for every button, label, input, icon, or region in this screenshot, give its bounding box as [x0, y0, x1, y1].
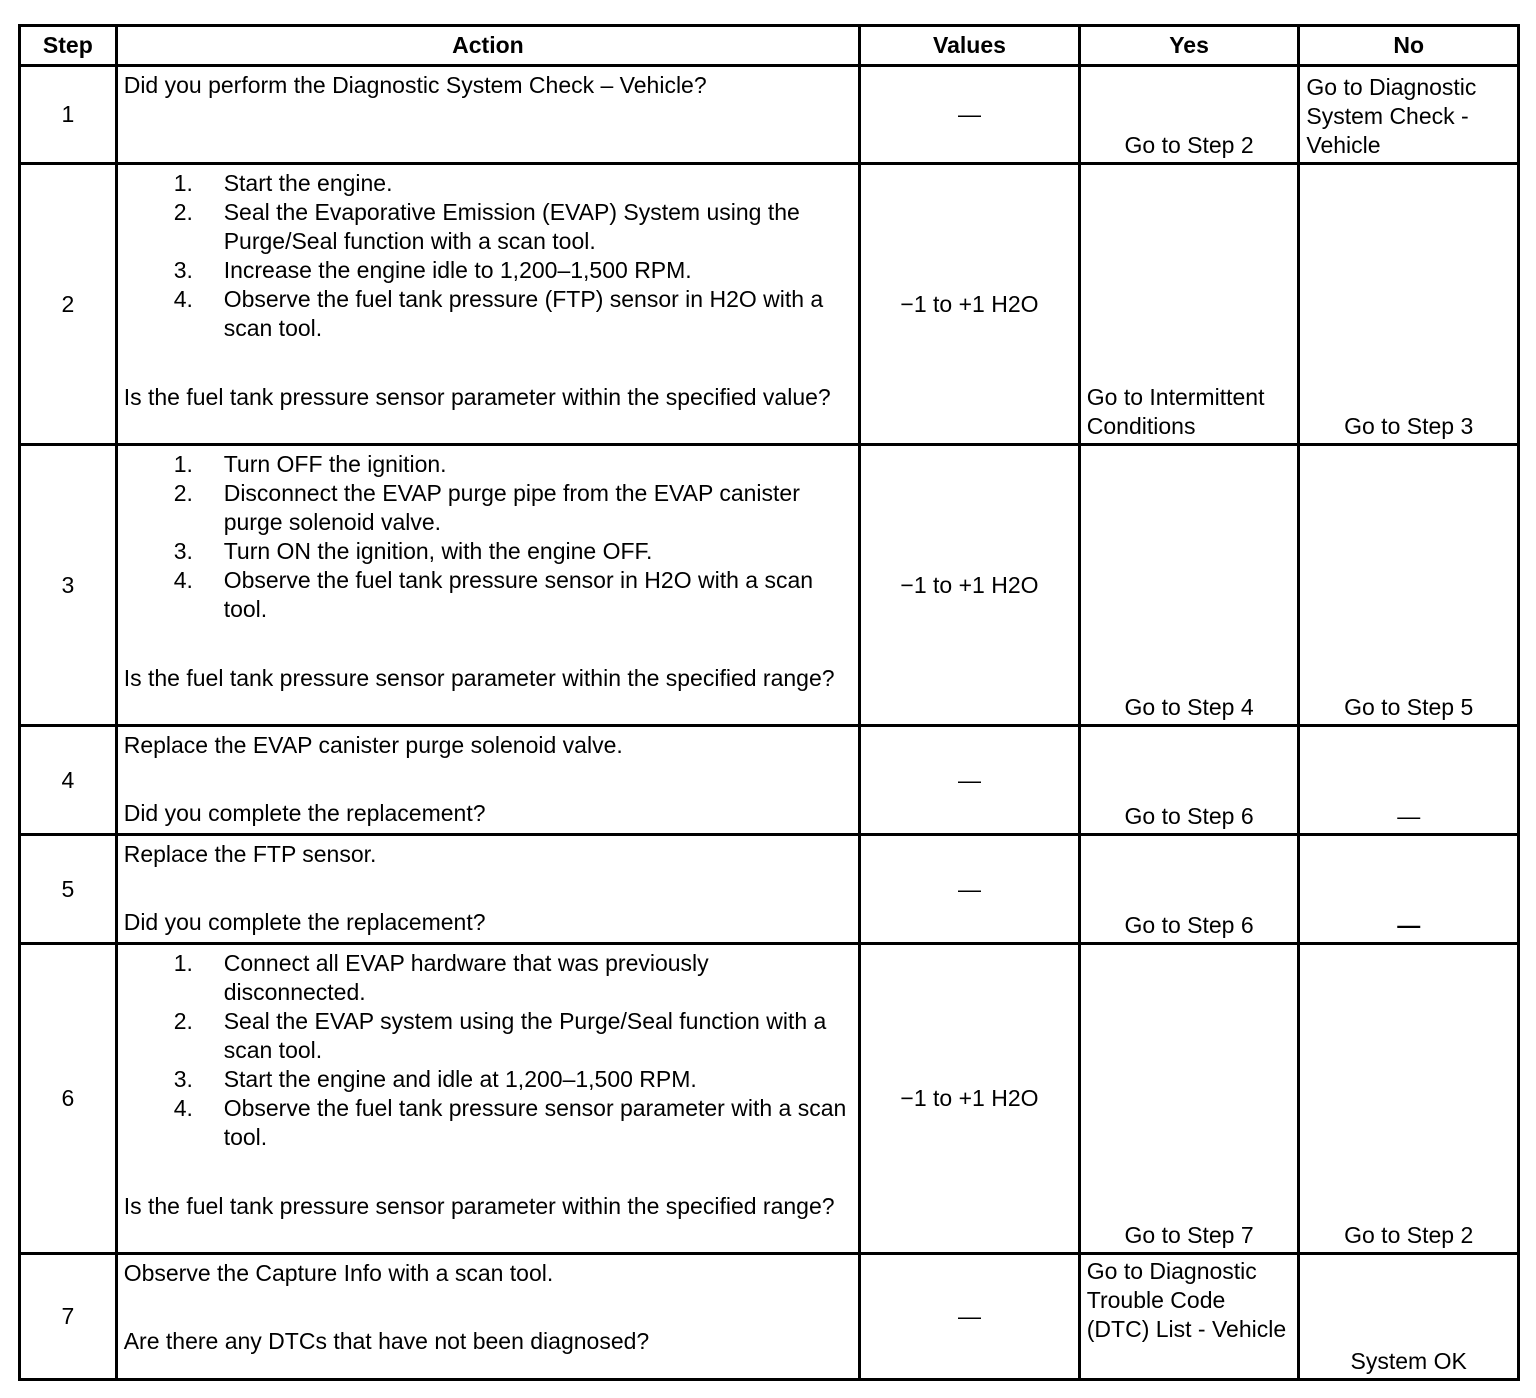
list-item [124, 256, 848, 285]
header-step: Step [20, 26, 117, 66]
yes-cell: Go to Step 2 [1079, 66, 1299, 164]
question-text: Is the fuel tank pressure sensor parameter within the specified value? [123, 384, 831, 410]
item-text: Seal the EVAP system using the Purge/Seal function with a scan tool. [223, 1008, 827, 1063]
question-text: Is the fuel tank pressure sensor parameter within the specified range? [123, 1193, 835, 1219]
action-cell [116, 944, 859, 1254]
list-item [124, 1094, 848, 1152]
no-cell: — [1299, 726, 1519, 835]
item-text: Observe the fuel tank pressure sensor in H2O with a scan tool. [223, 567, 814, 622]
values-cell: — [860, 726, 1080, 835]
item-number: 1. [173, 950, 193, 976]
item-text: Observe the fuel tank pressure (FTP) sensor in H2O with a scan tool. [223, 286, 824, 341]
list-item [124, 285, 848, 343]
table-row [20, 726, 1519, 835]
step-number: 1 [20, 66, 117, 164]
values-cell: −1 to +1 H2O [860, 944, 1080, 1254]
item-number: 3. [173, 257, 193, 283]
item-number: 1. [173, 170, 193, 196]
action-cell [116, 66, 859, 164]
question-text: Did you complete the replacement? [123, 800, 486, 826]
yes-cell: Go to Step 4 [1079, 445, 1299, 726]
action-cell [116, 445, 859, 726]
action-cell [116, 1254, 859, 1380]
values-cell: −1 to +1 H2O [860, 164, 1080, 445]
no-cell: Go to Step 3 [1299, 164, 1519, 445]
action-text: Did you perform the Diagnostic System Check – Vehicle? [123, 72, 707, 98]
item-number: 3. [173, 1066, 193, 1092]
table-row [20, 164, 1519, 445]
item-text: Connect all EVAP hardware that was previously disconnected. [223, 950, 709, 1005]
list-item [124, 198, 848, 256]
item-text: Observe the fuel tank pressure sensor parameter with a scan tool. [223, 1095, 847, 1150]
no-cell: System OK [1299, 1254, 1519, 1380]
header-action: Action [116, 26, 859, 66]
step-number: 5 [20, 835, 117, 944]
yes-cell: Go to Step 6 [1079, 726, 1299, 835]
no-cell: Go to Step 2 [1299, 944, 1519, 1254]
action-cell [116, 164, 859, 445]
item-number: 4. [173, 286, 193, 312]
header-yes: Yes [1079, 26, 1299, 66]
step-number: 4 [20, 726, 117, 835]
question-text: Are there any DTCs that have not been diagnosed? [123, 1328, 650, 1354]
action-cell [116, 835, 859, 944]
values-cell: — [860, 66, 1080, 164]
question-text: Is the fuel tank pressure sensor parameter within the specified range? [123, 665, 835, 691]
values-cell: — [860, 1254, 1080, 1380]
item-text: Disconnect the EVAP purge pipe from the EVAP canister purge solenoid valve. [223, 480, 800, 535]
no-cell: Go to Step 5 [1299, 445, 1519, 726]
item-number: 2. [173, 199, 193, 225]
list-item [124, 450, 848, 479]
list-item [124, 566, 848, 624]
item-text: Seal the Evaporative Emission (EVAP) System using the Purge/Seal function with a scan tool. [223, 199, 800, 254]
step-number: 2 [20, 164, 117, 445]
action-steps [124, 949, 848, 1152]
item-text: Start the engine. [223, 170, 393, 196]
action-text: Observe the Capture Info with a scan tool. [123, 1260, 554, 1286]
table-row [20, 835, 1519, 944]
values-cell: −1 to +1 H2O [860, 445, 1080, 726]
list-item [124, 1065, 848, 1094]
item-number: 4. [173, 1095, 193, 1121]
header-no: No [1299, 26, 1519, 66]
item-number: 2. [173, 480, 193, 506]
item-number: 3. [173, 538, 193, 564]
item-text: Turn ON the ignition, with the engine OFF. [223, 538, 653, 564]
list-item [124, 169, 848, 198]
table-row [20, 445, 1519, 726]
list-item [124, 1007, 848, 1065]
item-number: 4. [173, 567, 193, 593]
table-row [20, 944, 1519, 1254]
yes-cell: Go to Step 7 [1079, 944, 1299, 1254]
action-cell [116, 726, 859, 835]
list-item [124, 537, 848, 566]
step-number: 6 [20, 944, 117, 1254]
step-number: 3 [20, 445, 117, 726]
item-text: Increase the engine idle to 1,200–1,500 RPM. [223, 257, 692, 283]
item-text: Start the engine and idle at 1,200–1,500 RPM. [223, 1066, 697, 1092]
action-text: Replace the FTP sensor. [123, 841, 377, 867]
table-row [20, 1254, 1519, 1380]
item-text: Turn OFF the ignition. [223, 451, 447, 477]
yes-cell: Go to Step 6 [1079, 835, 1299, 944]
yes-cell: Go to Diagnostic Trouble Code (DTC) List - Vehicle [1079, 1254, 1299, 1380]
no-cell: — [1299, 835, 1519, 944]
header-row [20, 26, 1519, 66]
no-cell: Go to Diagnostic System Check - Vehicle [1299, 66, 1519, 164]
action-steps [124, 450, 848, 624]
action-text: Replace the EVAP canister purge solenoid valve. [123, 732, 623, 758]
action-steps [124, 169, 848, 343]
step-number: 7 [20, 1254, 117, 1380]
yes-cell: Go to Intermittent Conditions [1079, 164, 1299, 445]
item-number: 1. [173, 451, 193, 477]
header-values: Values [860, 26, 1080, 66]
list-item [124, 479, 848, 537]
question-text: Did you complete the replacement? [123, 909, 486, 935]
item-number: 2. [173, 1008, 193, 1034]
list-item [124, 949, 848, 1007]
diagnostic-table [18, 24, 1520, 1381]
values-cell: — [860, 835, 1080, 944]
table-row [20, 66, 1519, 164]
